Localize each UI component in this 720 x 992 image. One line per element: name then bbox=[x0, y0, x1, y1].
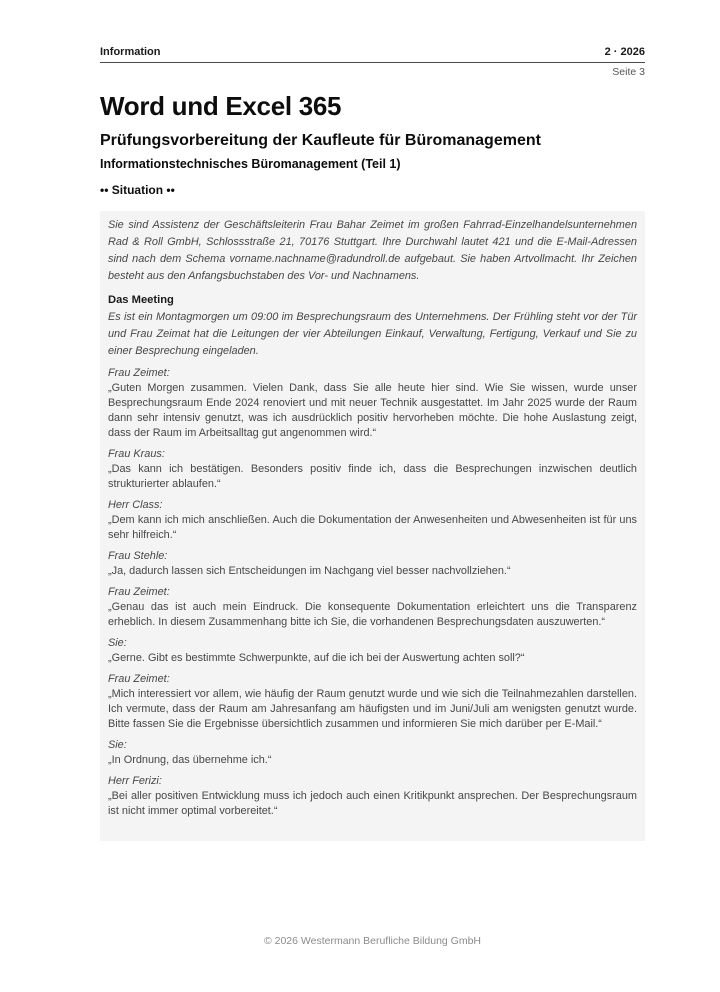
situation-intro-paragraph: Sie sind Assistenz der Geschäftsleiterin Frau Bahar Zeimet im großen Fahrrad-Einzelhandelsunternehmen Rad & Roll GmbH, Schlossstraße 21, 70176 Stuttgart. Ihre Durchwahl lautet 421 und die E-Mail-Adressen sind nach dem Schema vorname.nachname@radundroll.de aufgebaut. Sie haben Artvollmacht. Ihr Zeichen besteht aus den Anfangsbuchstaben des Vor- und Nachnamens. bbox=[108, 219, 637, 282]
speaker-name: Frau Kraus: bbox=[108, 448, 165, 460]
speaker-quote: „In Ordnung, das übernehme ich.“ bbox=[108, 754, 272, 766]
speaker-quote: „Gerne. Gibt es bestimmte Schwerpunkte, auf die ich bei der Auswertung achten soll?“ bbox=[108, 652, 525, 664]
speaker-quote: „Dem kann ich mich anschließen. Auch die Dokumentation der Anwesenheiten und Abwesenheiten ist für uns sehr hilfreich.“ bbox=[108, 514, 637, 541]
speaker-name: Herr Ferizi: bbox=[108, 775, 162, 787]
dialogue-block bbox=[108, 498, 637, 543]
speaker-quote: „Genau das ist auch mein Eindruck. Die konsequente Dokumentation erleichtert uns die Transparenz erheblich. In diesem Zusammenhang bitte ich Sie, die vorhandenen Besprechungsdaten auszuwerten.“ bbox=[108, 601, 637, 628]
dialogue-block bbox=[108, 585, 637, 630]
speaker-name: Herr Class: bbox=[108, 499, 163, 511]
content-column bbox=[100, 0, 645, 841]
header-issue-label: 2 · 2026 bbox=[604, 46, 645, 58]
page-footer: © 2026 Westermann Berufliche Bildung GmbH bbox=[263, 935, 482, 947]
speaker-quote: „Guten Morgen zusammen. Vielen Dank, dass Sie alle heute hier sind. Wie Sie wissen, wurde unser Besprechungsraum Ende 2024 renoviert und mit neuer Technik ausgestattet. Im Jahr 2025 wurde der Raum dann sehr intensiv genutzt, was ich ausdrücklich positiv hervorheben möchte. Die hohe Auslastung zeigt, dass der Raum im Arbeitsalltag gut angenommen wird.“ bbox=[108, 382, 637, 439]
speaker-name: Frau Zeimet: bbox=[108, 586, 170, 598]
dialogue-block bbox=[108, 672, 637, 732]
dialogue-block bbox=[108, 447, 637, 492]
speaker-name: Frau Stehle: bbox=[108, 550, 168, 562]
dialogue-block bbox=[108, 366, 637, 441]
speaker-quote: „Ja, dadurch lassen sich Entscheidungen im Nachgang viel besser nachvollziehen.“ bbox=[108, 565, 511, 577]
header-category-label: Information bbox=[100, 46, 161, 58]
speaker-name: Sie: bbox=[108, 739, 127, 751]
dialogue-block bbox=[108, 549, 637, 579]
page-subsubtitle: Informationstechnisches Büromanagement (Teil 1) bbox=[100, 157, 401, 171]
page-title: Word und Excel 365 bbox=[100, 91, 342, 121]
meeting-heading: Das Meeting bbox=[108, 294, 174, 306]
speaker-quote: „Mich interessiert vor allem, wie häufig der Raum genutzt wurde und wie sich die Teilnahmezahlen darstellen. Ich vermute, dass der Raum am Jahresanfang am häufigsten und im Juni/Juli am wenigsten genutzt wurde. Bitte fassen Sie die Ergebnisse übersichtlich zusammen und informieren Sie mich darüber per E-Mail.“ bbox=[108, 688, 637, 730]
speaker-name: Sie: bbox=[108, 637, 127, 649]
dialogue-block bbox=[108, 738, 637, 768]
page-number: Seite 3 bbox=[612, 66, 645, 78]
speaker-name: Frau Zeimet: bbox=[108, 367, 170, 379]
speaker-quote: „Bei aller positiven Entwicklung muss ich jedoch auch einen Kritikpunkt ansprechen. Der Besprechungsraum ist nicht immer optimal vorbereitet.“ bbox=[108, 790, 637, 817]
page-header bbox=[100, 46, 645, 63]
meeting-intro-paragraph: Es ist ein Montagmorgen um 09:00 im Besprechungsraum des Unternehmens. Der Frühling steht vor der Tür und Frau Zeimat hat die Leitungen der vier Abteilungen Einkauf, Verwaltung, Fertigung, Verkauf und Sie zu einer Besprechung eingeladen. bbox=[108, 311, 637, 357]
speaker-quote: „Das kann ich bestätigen. Besonders positiv finde ich, dass die Besprechungen inzwischen deutlich strukturierter ablaufen.“ bbox=[108, 463, 637, 490]
situation-panel bbox=[100, 211, 645, 841]
dialogue-block bbox=[108, 774, 637, 819]
page-subtitle: Prüfungsvorbereitung der Kaufleute für Büromanagement bbox=[100, 132, 541, 149]
dialogue-block bbox=[108, 636, 637, 666]
situation-section-heading: •• Situation •• bbox=[100, 183, 175, 197]
speaker-name: Frau Zeimet: bbox=[108, 673, 170, 685]
